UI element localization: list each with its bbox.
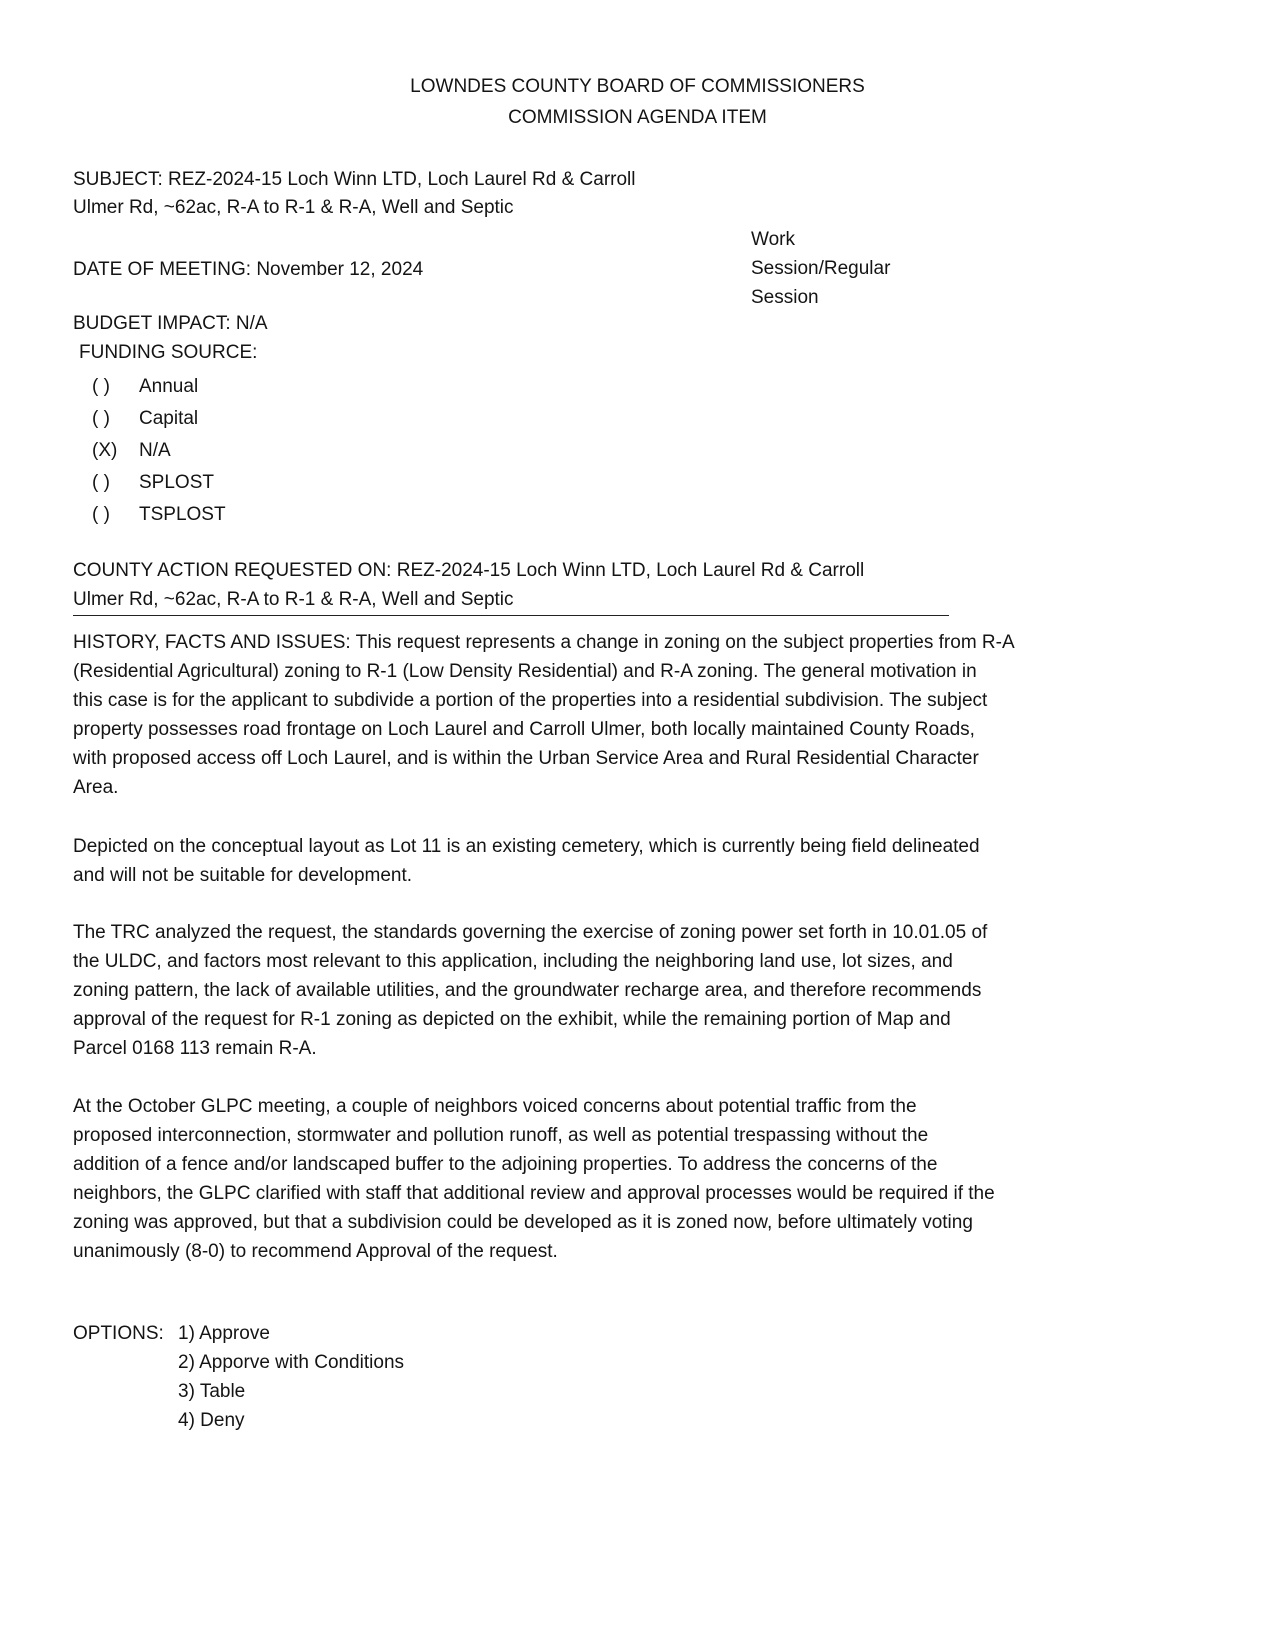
session-type: Work [751, 229, 795, 250]
meeting-date: DATE OF MEETING: November 12, 2024 [73, 259, 424, 280]
paragraph-line: Depicted on the conceptual layout as Lot 11 is an existing cemetery, which is currently being field delineated [73, 836, 980, 857]
paragraph-line: proposed interconnection, stormwater and pollution runoff, as well as potential trespassing without the [73, 1125, 929, 1146]
funding-checkbox-mark: (X) [92, 440, 118, 461]
funding-option-label: Capital [139, 408, 199, 429]
paragraph-line: zoning was approved, but that a subdivision could be developed as it is zoned now, before ultimately voting [73, 1212, 973, 1233]
paragraph-line: (Residential Agricultural) zoning to R-1 (Low Density Residential) and R-A zoning. The general motivation in [73, 661, 977, 682]
divider-line [73, 615, 949, 616]
paragraph-line: the ULDC, and factors most relevant to this application, including the neighboring land use, lot sizes, and [73, 951, 953, 972]
funding-checkbox-mark: ( ) [92, 376, 110, 397]
paragraph-line: this case is for the applicant to subdivide a portion of the properties into a residential subdivision. The subject [73, 690, 988, 711]
funding-option-label: SPLOST [139, 472, 214, 493]
subject-line: Ulmer Rd, ~62ac, R-A to R-1 & R-A, Well and Septic [73, 197, 514, 218]
paragraph-line: and will not be suitable for development. [73, 865, 413, 886]
document-title: LOWNDES COUNTY BOARD OF COMMISSIONERS [410, 76, 865, 97]
document-subtitle: COMMISSION AGENDA ITEM [508, 107, 767, 128]
funding-option-label: Annual [139, 376, 199, 397]
paragraph-line: zoning pattern, the lack of available utilities, and the groundwater recharge area, and therefore recommends [73, 980, 982, 1001]
paragraph-line: property possesses road frontage on Loch Laurel and Carroll Ulmer, both locally maintained County Roads, [73, 719, 975, 740]
session-type: Session [751, 287, 819, 308]
funding-checkbox-mark: ( ) [92, 504, 110, 525]
session-type: Session/Regular [751, 258, 891, 279]
option-item: 2) Apporve with Conditions [178, 1352, 405, 1373]
paragraph-line: addition of a fence and/or landscaped buffer to the adjoining properties. To address the concerns of the [73, 1154, 938, 1175]
budget-impact: BUDGET IMPACT: N/A [73, 313, 268, 334]
funding-checkbox-mark: ( ) [92, 472, 110, 493]
paragraph-line: unanimously (8-0) to recommend Approval of the request. [73, 1241, 558, 1262]
option-item: 4) Deny [178, 1410, 245, 1431]
funding-source-label: FUNDING SOURCE: [79, 342, 258, 363]
paragraph-line: HISTORY, FACTS AND ISSUES: This request represents a change in zoning on the subject properties from R-A [73, 632, 1015, 653]
subject-line: SUBJECT: REZ-2024-15 Loch Winn LTD, Loch Laurel Rd & Carroll [73, 169, 636, 190]
action-requested: COUNTY ACTION REQUESTED ON: REZ-2024-15 Loch Winn LTD, Loch Laurel Rd & Carroll [73, 560, 865, 581]
options-label: OPTIONS: [73, 1323, 164, 1344]
paragraph-line: neighbors, the GLPC clarified with staff that additional review and approval processes would be required if the [73, 1183, 995, 1204]
paragraph-line: The TRC analyzed the request, the standards governing the exercise of zoning power set forth in 10.01.05 of [73, 922, 988, 943]
paragraph-line: with proposed access off Loch Laurel, and is within the Urban Service Area and Rural Residential Character [73, 748, 979, 769]
option-item: 3) Table [178, 1381, 246, 1402]
paragraph-line: At the October GLPC meeting, a couple of neighbors voiced concerns about potential traffic from the [73, 1096, 917, 1117]
paragraph-line: approval of the request for R-1 zoning as depicted on the exhibit, while the remaining portion of Map and [73, 1009, 951, 1030]
paragraph-line: Area. [73, 777, 119, 798]
paragraph-line: Parcel 0168 113 remain R-A. [73, 1038, 317, 1059]
action-requested: Ulmer Rd, ~62ac, R-A to R-1 & R-A, Well and Septic [73, 589, 514, 610]
funding-checkbox-mark: ( ) [92, 408, 110, 429]
funding-option-label: N/A [139, 440, 171, 461]
funding-option-label: TSPLOST [139, 504, 226, 525]
option-item: 1) Approve [178, 1323, 270, 1344]
